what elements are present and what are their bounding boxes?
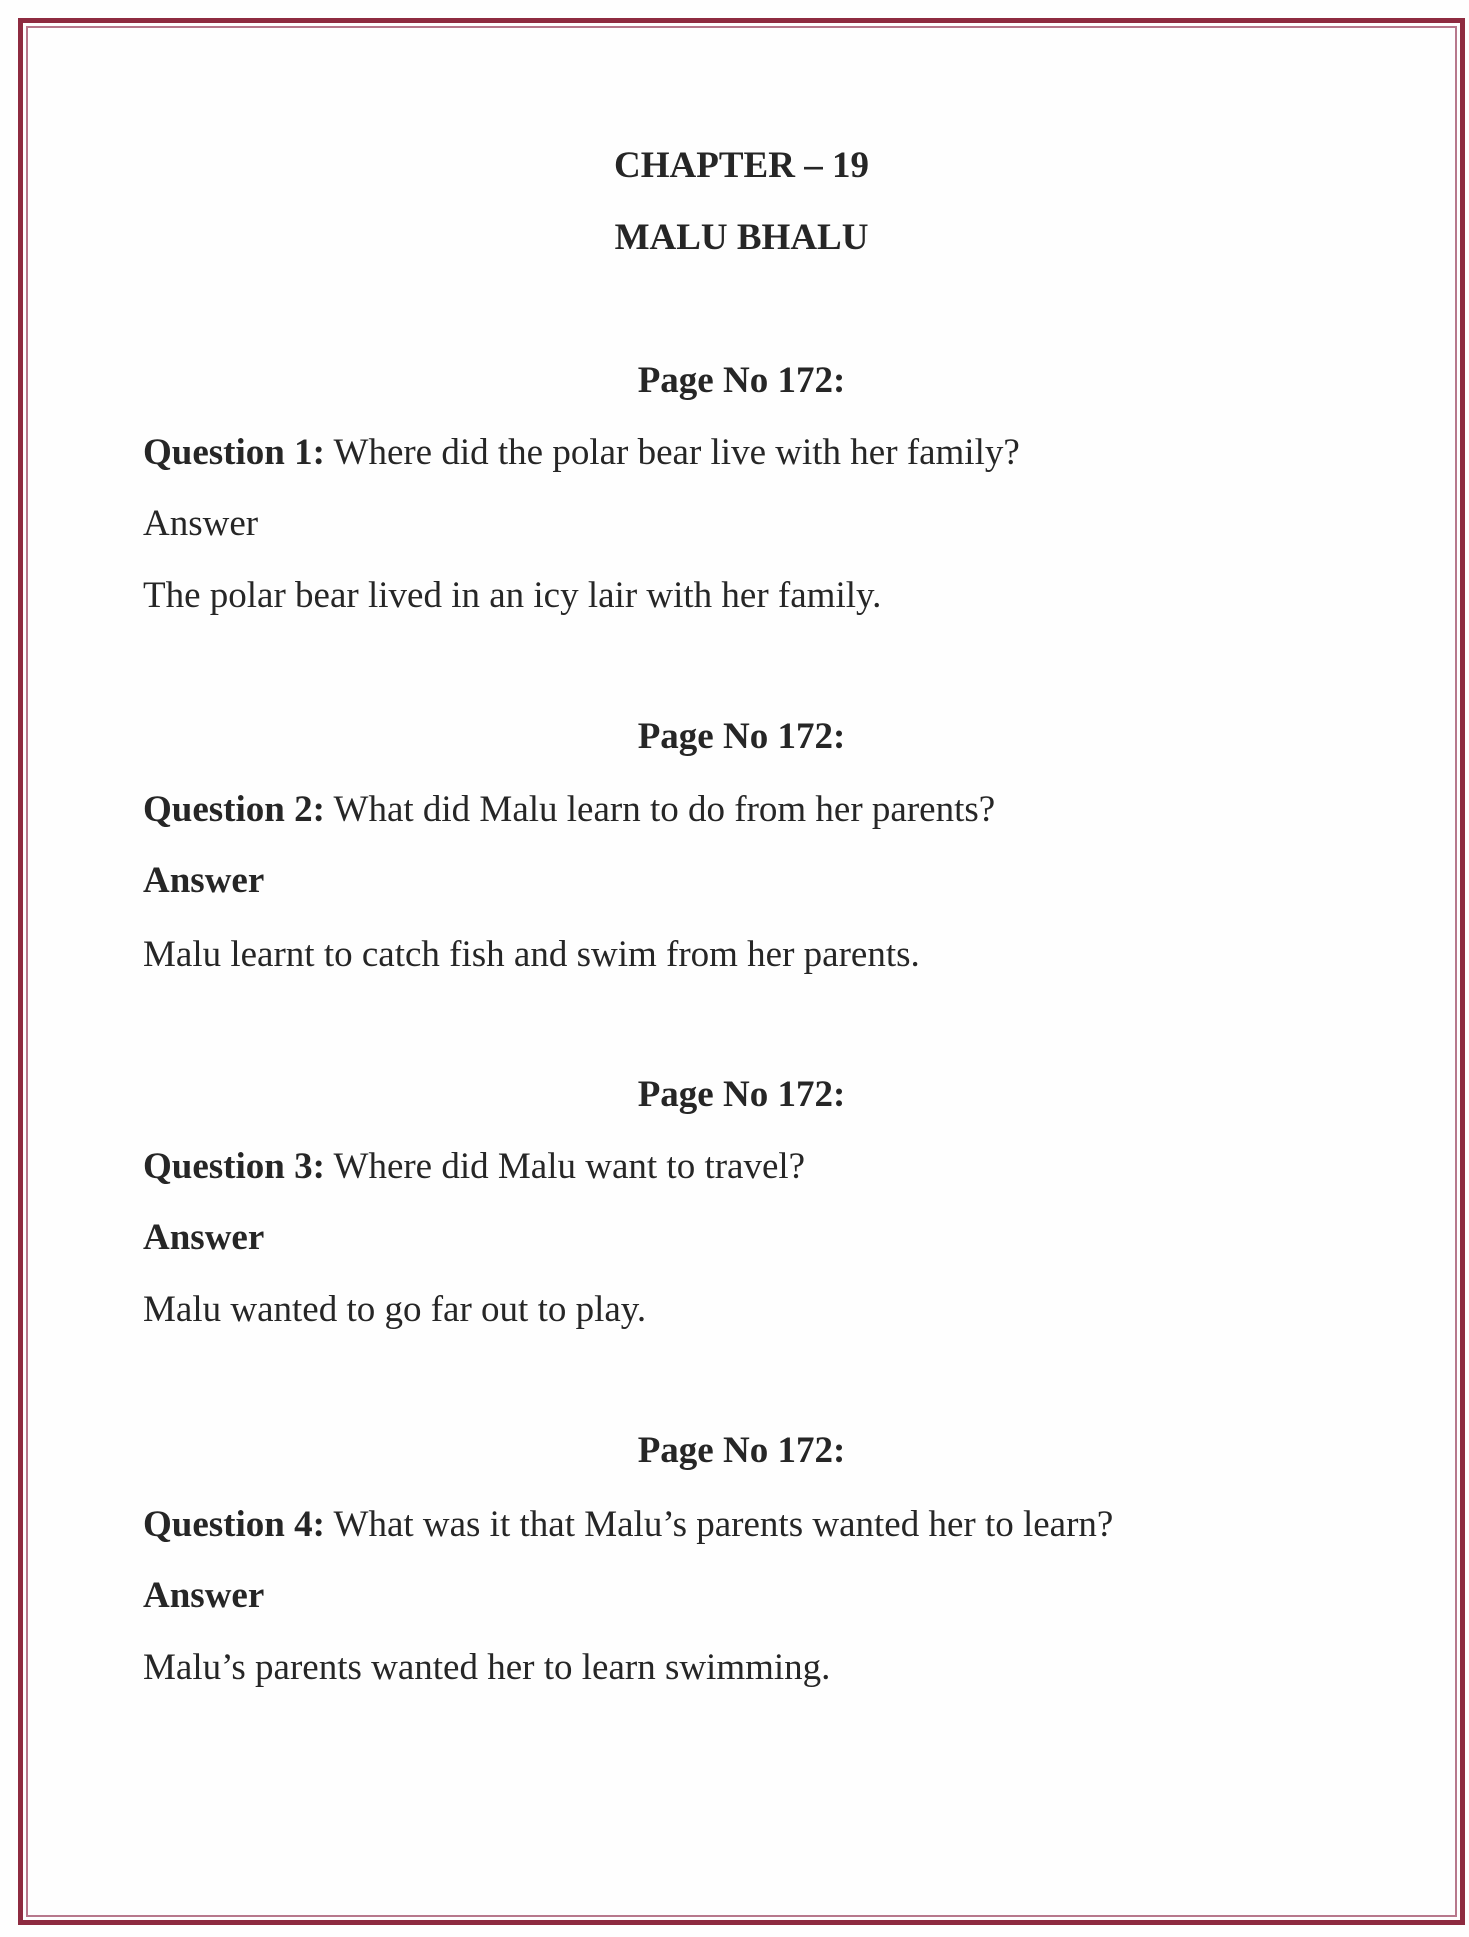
answer-label: Answer [143, 860, 265, 901]
question [143, 432, 1020, 473]
page-heading: Page No 172: [637, 1430, 846, 1471]
question-label: Question 3: [143, 1146, 325, 1187]
question [143, 789, 995, 830]
answer-label: Answer [143, 503, 259, 544]
chapter-number: CHAPTER – 19 [614, 145, 869, 186]
answer-text: Malu wanted to go far out to play. [143, 1289, 647, 1330]
question-text: What was it that Malu’s parents wanted her to learn? [324, 1504, 1114, 1545]
answer-label: Answer [143, 1217, 265, 1258]
answer-text: The polar bear lived in an icy lair with her family. [143, 575, 882, 616]
question [143, 1146, 805, 1187]
answer-text: Malu’s parents wanted her to learn swimming. [143, 1647, 831, 1688]
question-label: Question 1: [143, 432, 325, 473]
question-text: Where did the polar bear live with her family? [324, 432, 1020, 473]
question [143, 1504, 1113, 1545]
page-heading: Page No 172: [637, 716, 846, 757]
answer-text: Malu learnt to catch fish and swim from her parents. [143, 934, 920, 975]
page-heading: Page No 172: [637, 360, 846, 401]
question-text: What did Malu learn to do from her parents? [324, 789, 996, 830]
chapter-title: MALU BHALU [614, 217, 869, 258]
page-heading: Page No 172: [637, 1074, 846, 1115]
answer-label: Answer [143, 1575, 265, 1616]
question-label: Question 2: [143, 789, 325, 830]
question-label: Question 4: [143, 1504, 325, 1545]
question-text: Where did Malu want to travel? [324, 1146, 806, 1187]
